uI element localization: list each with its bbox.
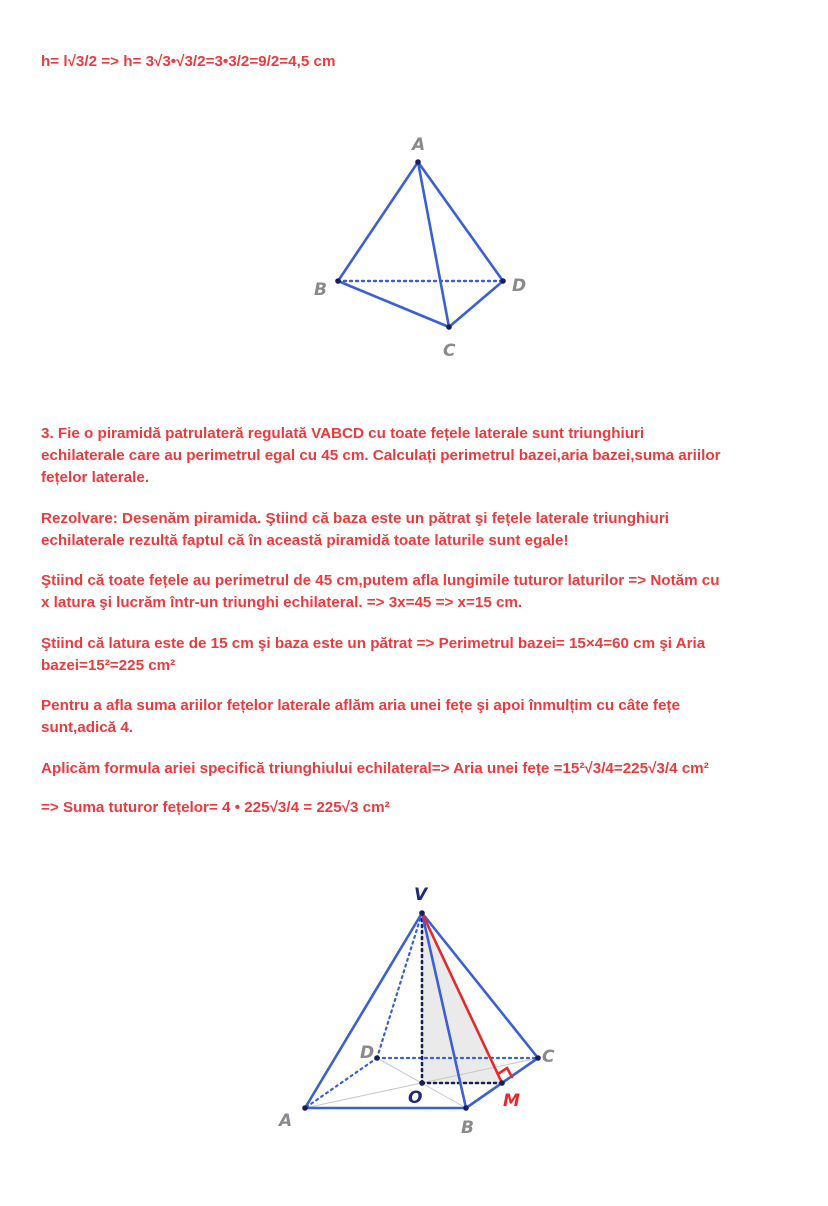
vertex-label-d: D [360,1043,375,1063]
solution-paragraph-4: Pentru a afla suma ariilor fețelor laterale aflăm aria unei fețe şi apoi înmulțim cu câte fețe sunt,adică 4. [41,697,680,736]
vertex-label-a: A [412,135,426,155]
problem-3-statement: 3. Fie o piramidă patrulateră regulată VABCD cu toate fețele laterale sunt triunghiuri echilaterale care au perimetrul egal cu 45 cm. Calculați perimetrul bazei,aria bazei,suma ariilor fețelor laterale. [41,425,721,486]
vertex-label-b: B [314,280,327,300]
height-formula: h= l√3/2 => h= 3√3•√3/2=3•3/2=9/2=4,5 cm [41,53,336,70]
solution-paragraph-6: => Suma tuturor fețelor= 4 • 225√3/4 = 225√3 cm² [41,799,390,816]
solution-paragraph-5: Aplicăm formula ariei specifică triunghiului echilateral=> Aria unei fețe =15²√3/4=225√3/4 cm² [41,760,709,777]
vertex-label-a: A [279,1111,293,1131]
vertex-label-b: B [461,1118,474,1138]
solution-paragraph-1: Rezolvare: Desenăm piramida. Ştiind că baza este un pătrat şi fețele laterale triunghiuri echilaterale rezultă faptul că în această piramidă toate laturile sunt egale! [41,510,669,549]
vertex-label-c: C [542,1047,555,1067]
vertex-label-v: V [414,885,428,905]
vertex-label-c: C [443,341,456,361]
solution-paragraph-3: Ştiind că latura este de 15 cm şi baza este un pătrat => Perimetrul bazei= 15×4=60 cm şi Aria bazei=15²=225 cm² [41,635,706,674]
point-label-o: O [408,1088,423,1108]
solution-paragraph-2: Ştiind că toate fețele au perimetrul de 45 cm,putem afla lungimile tuturor laturilor => Notăm cu x latura şi lucrăm într-un triunghi echilateral. => 3x=45 => x=15 cm. [41,572,720,611]
point-label-m: M [503,1091,520,1111]
vertex-label-d: D [512,276,527,296]
